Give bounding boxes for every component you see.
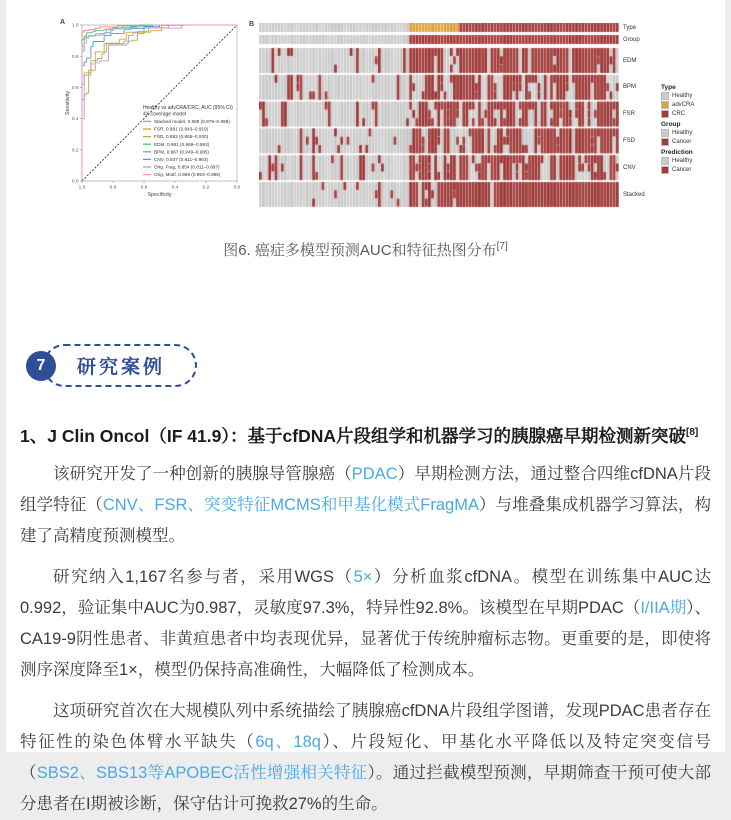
heatmap-row-label: Group bbox=[623, 36, 640, 43]
citation-ref-8[interactable]: [8] bbox=[686, 427, 699, 439]
heatmap-legend-title: Type bbox=[661, 84, 676, 91]
svg-text:0.4: 0.4 bbox=[171, 185, 179, 191]
text-run: 该研究开发了一种创新的胰腺导管腺癌（ bbox=[53, 465, 352, 484]
panel-b-label: B bbox=[249, 21, 255, 28]
inline-link[interactable]: I/IIA期 bbox=[640, 599, 687, 618]
article-heading bbox=[20, 423, 711, 449]
heatmap-legend-entry bbox=[661, 138, 721, 146]
svg-text:0.8: 0.8 bbox=[71, 54, 79, 60]
svg-text:1.0: 1.0 bbox=[78, 185, 86, 191]
legend-swatch bbox=[661, 166, 669, 174]
heatmap-row-label: FSR bbox=[623, 111, 635, 118]
text-run: ）分析血浆cfDNA。模型在训练集中AUC达0.992，验证集中AUC为0.987，灵敏度97.3%，特异性92.8%。该模型在早期PDAC（ bbox=[20, 568, 711, 618]
legend-swatch bbox=[661, 92, 669, 100]
svg-text:EDM, 0.981 (0.969–0.993): EDM, 0.981 (0.969–0.993) bbox=[154, 141, 210, 147]
svg-text:Specificity: Specificity bbox=[147, 192, 172, 198]
svg-text:Orig. Motif, 0.969 (0.953–0.98: Orig. Motif, 0.969 (0.953–0.985) bbox=[154, 172, 221, 178]
heatmap-row-label: BPM bbox=[623, 84, 637, 91]
text-run: ）、片段短化、甲基化水平降低以及特定突变信号（ bbox=[20, 733, 711, 783]
heatmap-legend-entry bbox=[661, 129, 721, 137]
figure-6 bbox=[58, 15, 721, 215]
heatmap-legend-title: Group bbox=[661, 121, 681, 128]
inline-link[interactable]: SBS2、SBS13等APOBEC活性增强相关特征 bbox=[36, 764, 368, 783]
inline-link[interactable]: 5× bbox=[353, 568, 373, 587]
paragraph-2 bbox=[20, 562, 711, 686]
svg-text:1.0: 1.0 bbox=[71, 23, 79, 29]
svg-text:0.0: 0.0 bbox=[233, 185, 241, 191]
legend-label: Cancer bbox=[672, 167, 692, 173]
svg-text:0.8: 0.8 bbox=[109, 185, 117, 191]
legend-label: Cancer bbox=[672, 139, 692, 145]
svg-text:BPM, 0.967 (0.949–0.985): BPM, 0.967 (0.949–0.985) bbox=[154, 149, 209, 155]
svg-text:Sensitivity: Sensitivity bbox=[65, 90, 71, 116]
heatmap-legend bbox=[661, 81, 721, 175]
svg-text:Healthy vs advCRA/CRC, AUC (95: Healthy vs advCRA/CRC, AUC (95% CI) bbox=[143, 105, 233, 111]
heatmap-panel bbox=[249, 15, 721, 215]
inline-link[interactable]: PDAC bbox=[351, 465, 398, 484]
text-run: ）、CA19-9阴性患者、非黄疸患者中均表现优异，显著优于传统肿瘤标志物。更重要的是，即使将测序深度降至1×，模型仍保持高准确性，大幅降低了检测成本。 bbox=[20, 599, 712, 680]
heatmap-row-label: EDM bbox=[623, 57, 637, 64]
text-run: ）。通过拦截模型预测，早期筛查干预可使大部分患者在I期被诊断，保守估计可挽救27%的生命。 bbox=[20, 764, 712, 814]
svg-text:A: A bbox=[60, 19, 66, 26]
figure-caption bbox=[6, 239, 725, 260]
svg-text:Orig. Frag, 0.854 (0.811–0.897: Orig. Frag, 0.854 (0.811–0.897) bbox=[154, 164, 220, 170]
svg-text:FSD, 0.882 (0.855–0.930): FSD, 0.882 (0.855–0.930) bbox=[154, 134, 209, 140]
roc-chart bbox=[58, 15, 243, 215]
heatmap-legend-entry bbox=[661, 166, 721, 174]
legend-label: advCRA bbox=[672, 102, 695, 108]
heatmap-legend-entry bbox=[661, 101, 721, 109]
svg-text:0.4: 0.4 bbox=[71, 117, 79, 123]
inline-link[interactable]: 6q、18q bbox=[255, 733, 321, 752]
citation-ref-7[interactable]: [7] bbox=[496, 241, 508, 252]
svg-text:0.2: 0.2 bbox=[202, 185, 210, 191]
heatmap-legend-entry bbox=[661, 157, 721, 165]
section-number-badge: 7 bbox=[26, 351, 56, 381]
legend-label: CRC bbox=[672, 111, 685, 117]
svg-text:0.2: 0.2 bbox=[71, 148, 79, 154]
text-run: 这项研究首次在大规模队列中系统描绘了胰腺癌cfDNA片段组学图谱，发现PDAC患者存在特征性的染色体臂水平缺失（ bbox=[20, 702, 711, 752]
article-page bbox=[6, 0, 725, 814]
legend-swatch bbox=[661, 110, 669, 118]
figure-caption-text: 图6. 癌症多模型预测AUC和特征热图分布 bbox=[223, 242, 497, 259]
paragraph-1 bbox=[20, 459, 711, 552]
section-header bbox=[26, 344, 725, 387]
svg-text:0.0: 0.0 bbox=[71, 179, 79, 185]
legend-swatch bbox=[661, 101, 669, 109]
svg-text:0.6: 0.6 bbox=[71, 86, 79, 91]
legend-swatch bbox=[661, 138, 669, 146]
text-run: 研究纳入1,167名参与者，采用WGS（ bbox=[53, 568, 354, 587]
svg-text:CNV, 0.937 (0.911–0.963): CNV, 0.937 (0.911–0.963) bbox=[154, 157, 208, 162]
heatmap-row-label: Stacked bbox=[623, 191, 645, 198]
roc-panel bbox=[58, 15, 243, 215]
heatmap-canvas bbox=[259, 23, 619, 209]
legend-swatch bbox=[661, 129, 669, 137]
heatmap-row-label: Type bbox=[623, 24, 637, 31]
svg-text:Stacked model, 0.988 (0.979–0.: Stacked model, 0.988 (0.979–0.998) bbox=[154, 119, 230, 124]
text-run: ）与堆叠集成机器学习算法，构建了高精度预测模型。 bbox=[20, 496, 712, 546]
legend-swatch bbox=[661, 157, 669, 165]
heatmap-legend-title: Prediction bbox=[661, 149, 693, 156]
heatmap-legend-entry bbox=[661, 92, 721, 100]
heatmap-legend-entry bbox=[661, 110, 721, 118]
section-title: 研究案例 bbox=[43, 344, 197, 387]
text-run: ）早期检测方法，通过整合四维cfDNA片段组学特征（ bbox=[20, 465, 712, 515]
paragraph-3 bbox=[20, 696, 711, 820]
svg-text:0.6: 0.6 bbox=[140, 185, 148, 191]
article-heading-text: 1、J Clin Oncol（IF 41.9）：基于cfDNA片段组学和机器学习的胰腺癌早期检测新突破 bbox=[20, 426, 687, 446]
heatmap-row-labels bbox=[623, 23, 659, 211]
legend-label: Healthy bbox=[672, 130, 693, 136]
svg-text:FSR, 0.881 (0.843–0.919): FSR, 0.881 (0.843–0.919) bbox=[154, 126, 209, 132]
inline-link[interactable]: CNV、FSR、突变特征MCMS和甲基化模式FragMA bbox=[102, 496, 479, 515]
heatmap-row-label: CNV bbox=[623, 164, 636, 171]
svg-text:4X coverage model: 4X coverage model bbox=[143, 111, 187, 118]
legend-label: Healthy bbox=[672, 93, 693, 99]
heatmap-row-label: FSD bbox=[623, 137, 635, 144]
legend-label: Healthy bbox=[672, 158, 693, 164]
